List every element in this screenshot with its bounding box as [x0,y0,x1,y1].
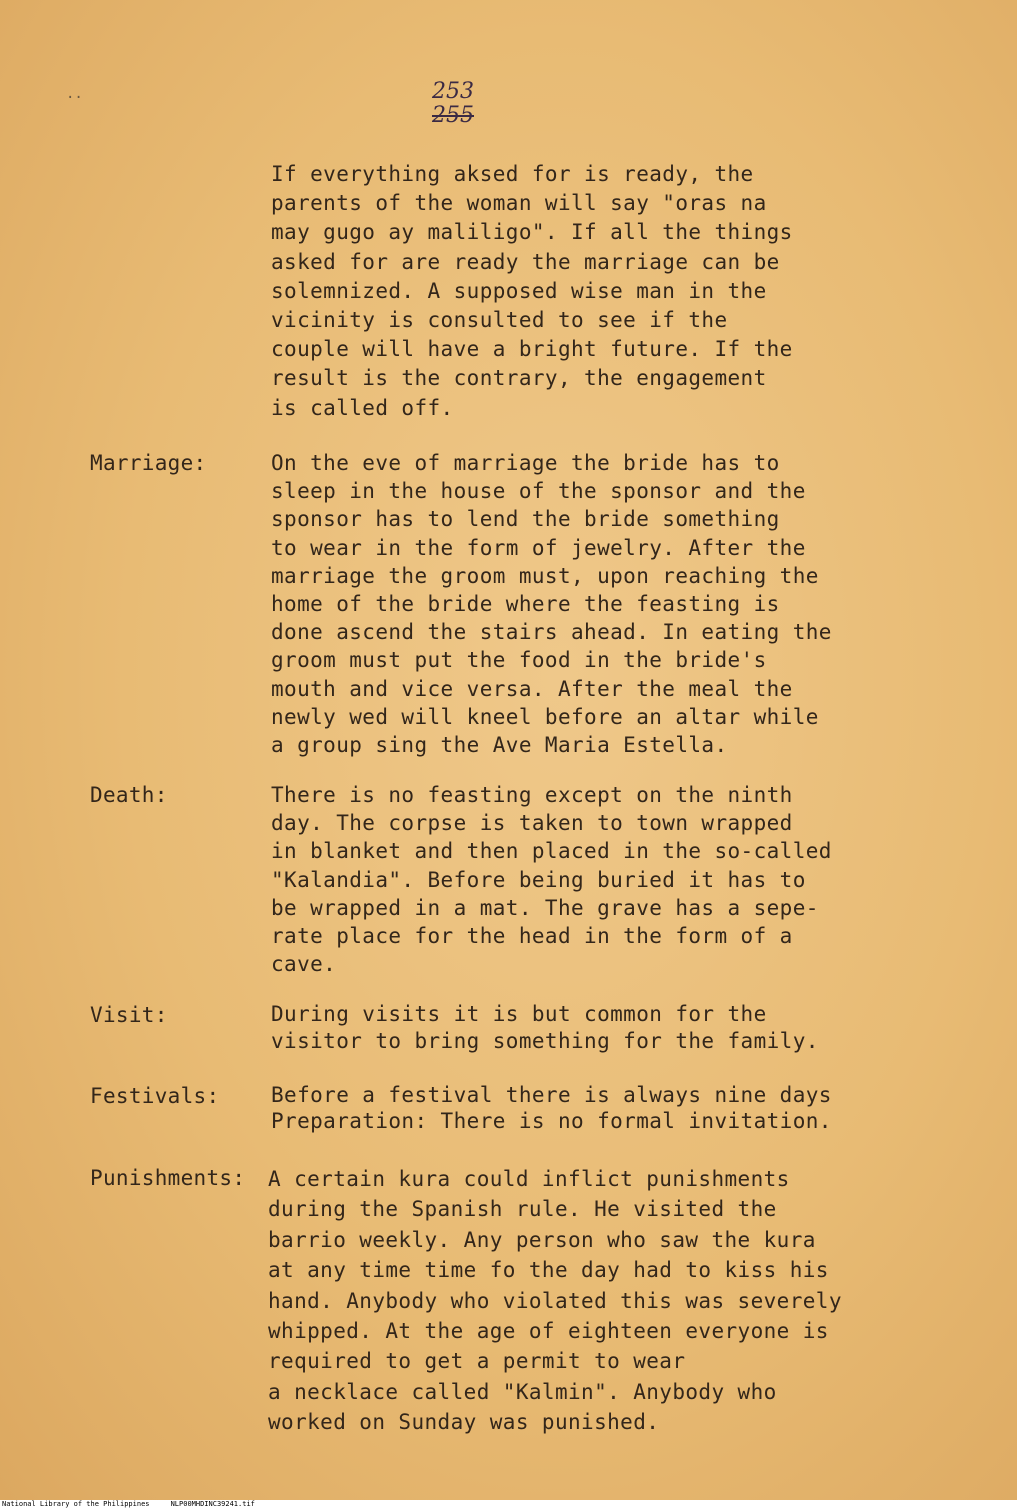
section-text-festivals: Before a festival there is always nine days Preparation: There is no formal invitation. [271,1083,832,1133]
section-label-punishments: Punishments: [90,1166,246,1190]
section-label-visit: Visit: [90,1003,168,1027]
section-label-festivals: Festivals: [90,1084,220,1108]
margin-mark: .. [66,86,83,102]
section-text-punishments: A certain kura could inflict punishments during the Spanish rule. He visited the barrio weekly. Any person who saw the kura at any time time fo the day had to kiss his hand. Anybody who violated this was severely whipped. At the age of eighteen everyone is required to get a permit to wear a necklace called "Kalmin". Anybody who worked on Sunday was punished. [268,1167,842,1435]
page-number-struck: 255 [432,103,474,128]
section-text-visit: During visits it is but common for the visitor to bring something for the family. [271,1002,819,1053]
footer-library: National Library of the Philippines [2,1500,150,1508]
scan-footer [0,1500,1017,1508]
page-number-current: 253 [432,79,474,104]
intro-paragraph: If everything aksed for is ready, the parents of the woman will say "oras na may gugo ay maliligo". If all the things asked for are ready the marriage can be solemnized. A supposed wise man in the vicinity is consulted to see if the couple will have a bright future. If the result is the contrary, the engagement is called off. [271,162,793,420]
section-label-death: Death: [90,783,168,807]
page-number [418,80,488,128]
section-text-marriage: On the eve of marriage the bride has to sleep in the house of the sponsor and the sponsor has to lend the bride something to wear in the form of jewelry. After the marriage the groom must, upon reaching the home of the bride where the feasting is done ascend the stairs ahead. In eating the groom must put the food in the bride's mouth and vice versa. After the meal the newly wed will kneel before an altar while a group sing the Ave Maria Estella. [271,451,832,758]
section-text-death: There is no feasting except on the ninth day. The corpse is taken to town wrapped in blanket and then placed in the so-called "Kalandia". Before being buried it has to be wrapped in a mat. The grave has a sepe- rate place for the head in the form of a cave. [271,783,832,977]
section-label-marriage: Marriage: [90,451,207,475]
footer-file: NLP00MHDINC39241.tif [170,1500,255,1508]
